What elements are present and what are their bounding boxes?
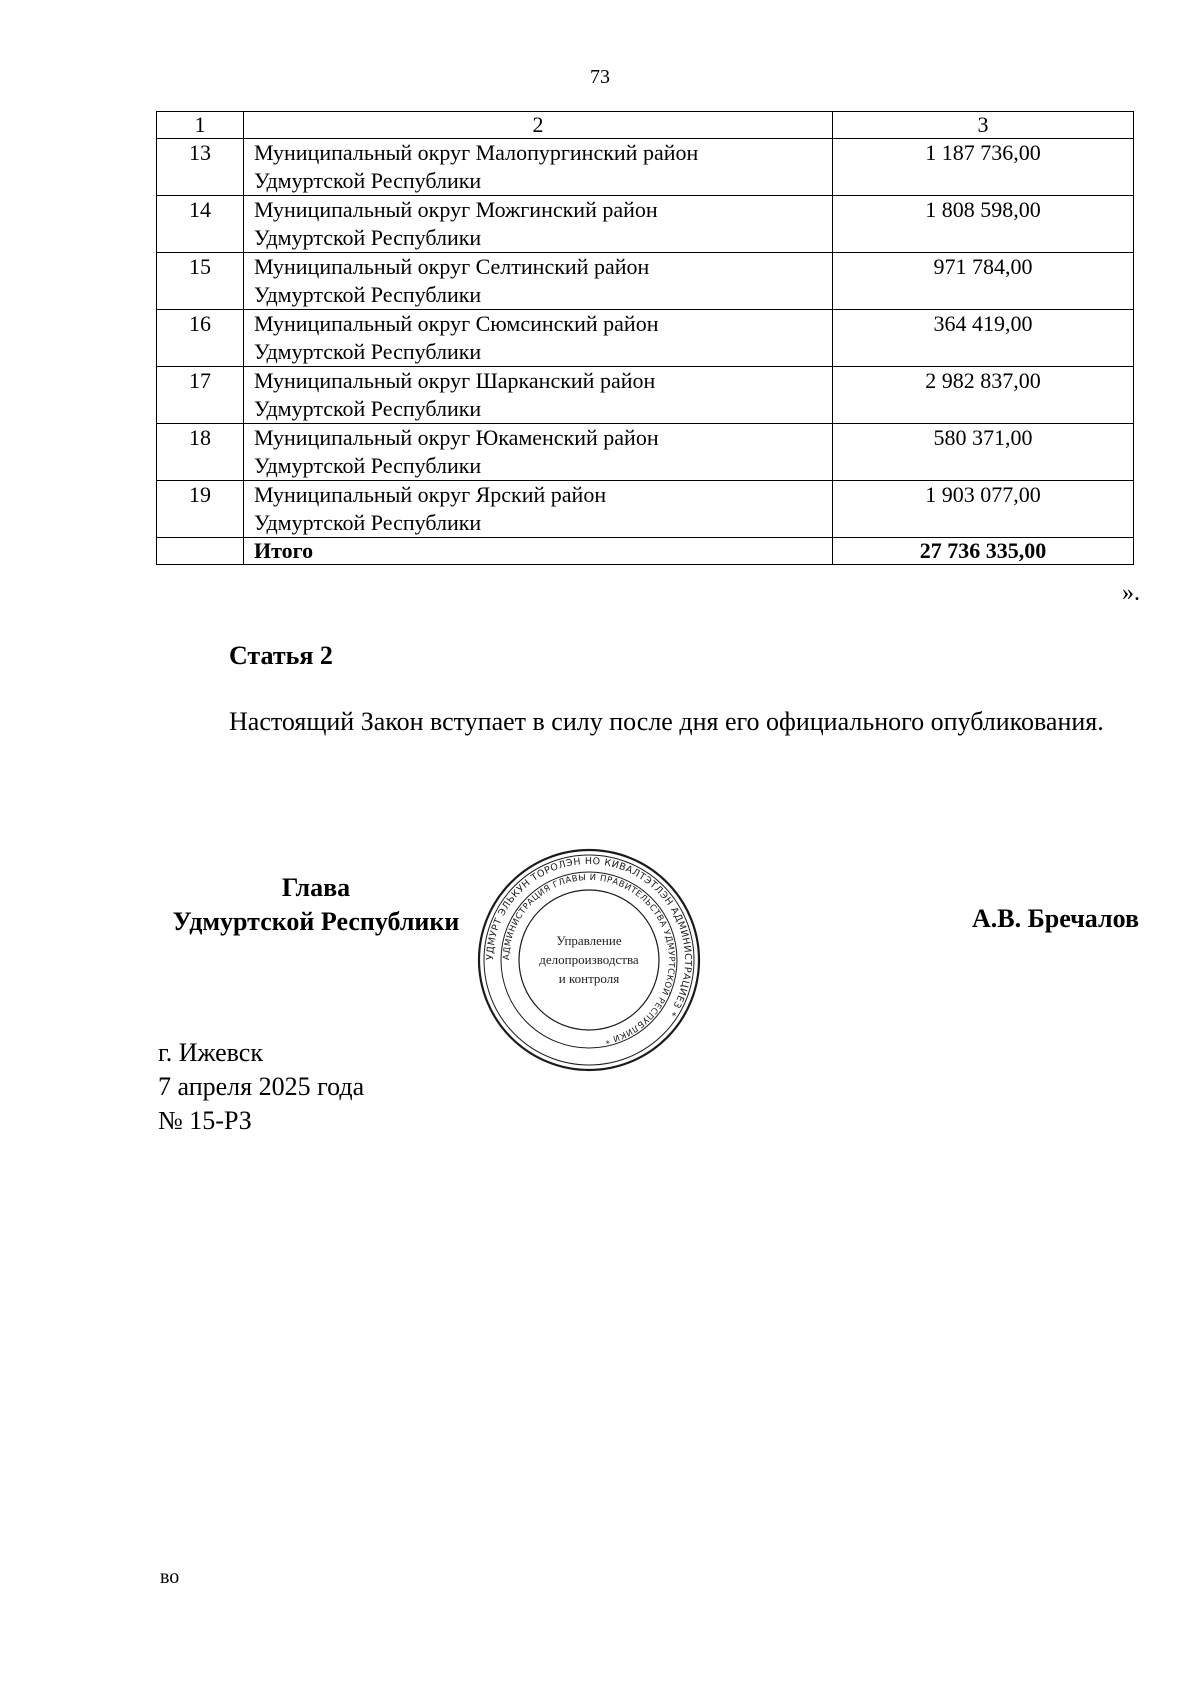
seal-center-line2: делопроизводства [539, 952, 639, 967]
municipality-name [244, 139, 833, 196]
row-number: 13 [157, 139, 244, 196]
page-number: 73 [590, 66, 610, 88]
municipality-name-line2: Удмуртской Республики [254, 396, 482, 421]
municipality-name [244, 253, 833, 310]
municipality-name-line1: Муниципальный округ Ярский район [254, 482, 607, 507]
row-number: 19 [157, 481, 244, 538]
total-label: Итого [244, 538, 833, 565]
city: г. Ижевск [158, 1038, 263, 1067]
amount: 1 808 598,00 [833, 196, 1134, 253]
row-number: 15 [157, 253, 244, 310]
municipality-name-line1: Муниципальный округ Сюмсинский район [254, 311, 659, 336]
table-row [157, 310, 1134, 367]
municipality-name-line1: Муниципальный округ Шарканский район [254, 368, 656, 393]
place-and-date [158, 1036, 364, 1138]
row-number: 14 [157, 196, 244, 253]
municipality-name-line1: Муниципальный округ Малопургинский район [254, 140, 699, 165]
table-row [157, 253, 1134, 310]
municipality-name [244, 310, 833, 367]
seal-center-line3: и контроля [558, 971, 620, 986]
amount: 1 187 736,00 [833, 139, 1134, 196]
amount: 1 903 077,00 [833, 481, 1134, 538]
amount: 580 371,00 [833, 424, 1134, 481]
row-number: 18 [157, 424, 244, 481]
municipality-name-line2: Удмуртской Республики [254, 282, 482, 307]
official-seal [472, 845, 706, 1075]
article-body: Настоящий Закон вступает в силу после дня его официального опубликования. [229, 707, 1104, 736]
footer-mark: во [160, 1566, 180, 1588]
municipality-name-line1: Муниципальный округ Юкаменский район [254, 425, 659, 450]
municipality-name [244, 424, 833, 481]
distribution-table [156, 111, 1134, 565]
municipality-name-line1: Муниципальный округ Селтинский район [254, 254, 650, 279]
law-number: № 15-РЗ [158, 1106, 252, 1135]
table-row [157, 367, 1134, 424]
table-header-row [157, 112, 1134, 139]
municipality-name-line2: Удмуртской Республики [254, 339, 482, 364]
municipality-name-line2: Удмуртской Республики [254, 225, 482, 250]
municipality-name-line2: Удмуртской Республики [254, 168, 482, 193]
municipality-name [244, 481, 833, 538]
municipality-name-line2: Удмуртской Республики [254, 510, 482, 535]
seal-center-line1: Управление [556, 933, 622, 948]
table-row [157, 139, 1134, 196]
municipality-name [244, 367, 833, 424]
amount: 364 419,00 [833, 310, 1134, 367]
row-number: 17 [157, 367, 244, 424]
municipality-name-line2: Удмуртской Республики [254, 453, 482, 478]
table-row [157, 481, 1134, 538]
signatory-title [152, 871, 480, 939]
closing-quote: ». [1122, 580, 1140, 606]
total-amount: 27 736 335,00 [833, 538, 1134, 565]
row-number: 16 [157, 310, 244, 367]
signatory-title-line2: Удмуртской Республики [172, 907, 460, 936]
municipality-name [244, 196, 833, 253]
signatory-title-line1: Глава [281, 873, 351, 902]
header-col-1: 1 [157, 112, 244, 139]
header-col-2: 2 [244, 112, 833, 139]
total-empty-cell [157, 538, 244, 565]
signatory-name: А.В. Бречалов [971, 904, 1139, 933]
municipality-name-line1: Муниципальный округ Можгинский район [254, 197, 658, 222]
table-row [157, 424, 1134, 481]
seal-outer-text: УДМУРТ ЭЛЬКУН ТОРОЛЭН НО КИВАЛТЭТЛЭН АДМИНИСТРАЦИЕЗ * [484, 855, 694, 1019]
article-heading: Статья 2 [229, 641, 333, 670]
date: 7 апреля 2025 года [158, 1072, 365, 1101]
table-row [157, 196, 1134, 253]
header-col-3: 3 [833, 112, 1134, 139]
amount: 971 784,00 [833, 253, 1134, 310]
table-total-row [157, 538, 1134, 565]
amount: 2 982 837,00 [833, 367, 1134, 424]
seal-inner-text: АДМИНИСТРАЦИЯ ГЛАВЫ И ПРАВИТЕЛЬСТВА УДМУРТСКОЙ РЕСПУБЛИКИ * [501, 872, 677, 1046]
